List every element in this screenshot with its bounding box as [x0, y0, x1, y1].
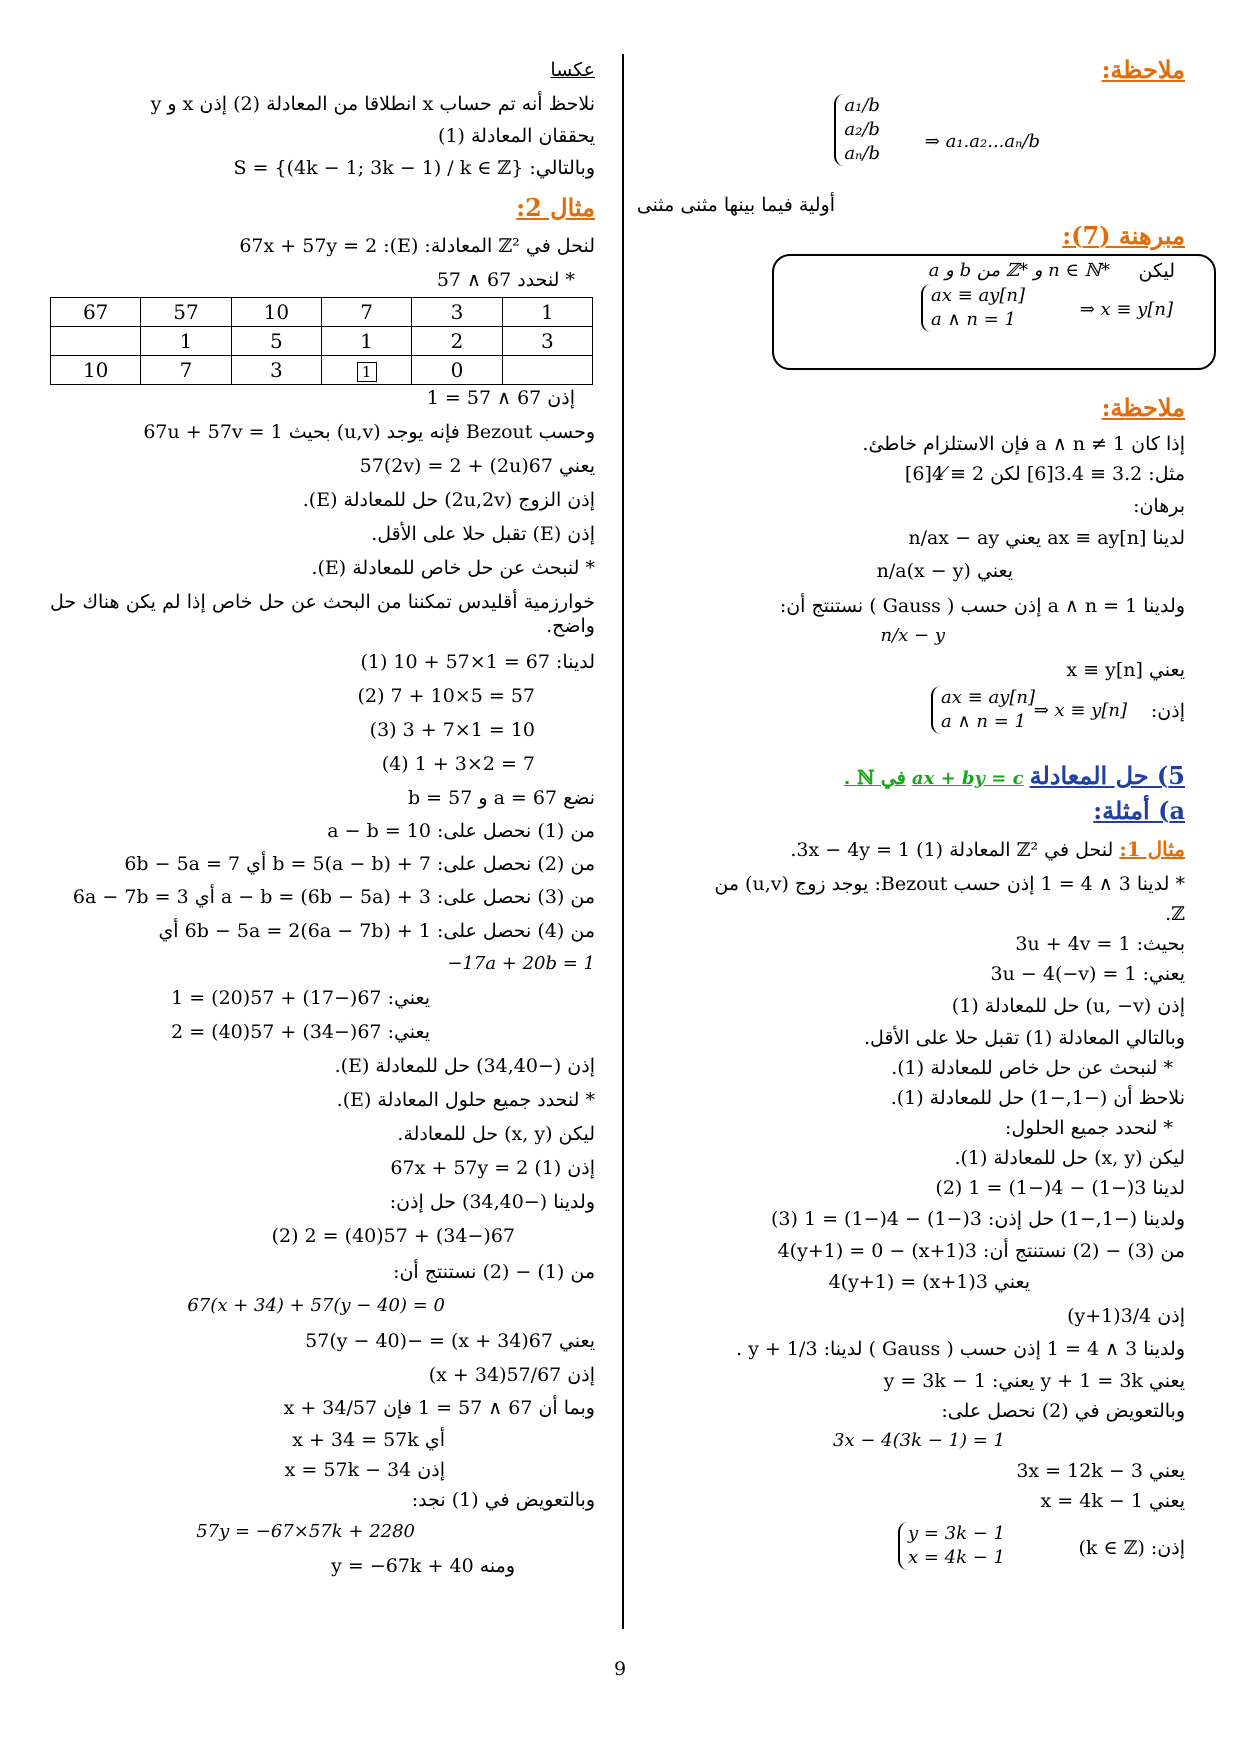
left-paragraph: خوارزمية أقليدس تمكننا من البحث عن حل خاص إذا لم يكن هناك حل واضح.: [50, 591, 595, 637]
section5-heading: [843, 761, 1185, 791]
left-line: 67(−34) + 57(40) = 2 (2): [271, 1225, 515, 1247]
ex1-sys: [898, 1522, 1005, 1570]
table-cell-boxed: [321, 356, 411, 385]
ex1-line: ℤ.: [1165, 903, 1185, 925]
left-line: يعني 67(2u) + 57(2v) = 2: [359, 455, 595, 477]
table-cell: 3: [502, 327, 592, 356]
table-row: [51, 356, 593, 385]
proof-line: يعني x ≡ y[n]: [1066, 659, 1185, 681]
section5-equation: ax + by = c: [911, 768, 1024, 789]
column-divider: [622, 54, 624, 1629]
ex1-line: ليكن (x, y) حل للمعادلة (1).: [954, 1147, 1185, 1169]
ex1-line: إذن 3/4(y+1): [1067, 1305, 1185, 1327]
left-line: −17a + 20b = 1: [447, 953, 595, 974]
ex1-sys-line: y = 3k − 1: [907, 1523, 1005, 1544]
left-line: إذن 57/67(x + 34): [428, 1364, 595, 1386]
ex1-line: 3x − 4(3k − 1) = 1: [833, 1430, 1005, 1451]
left-line: من (2) نحصل على: b = 5(a − b) + 7 أي 7 = 6b − 5a: [124, 853, 595, 875]
page-number: 9: [613, 1658, 627, 1680]
left-line: وبما أن 67 ∧ 57 = 1 فإن 57/x + 34: [283, 1397, 595, 1419]
proof-sys: [931, 686, 1035, 734]
left-line: لنحل في ℤ² المعادلة: (E): 67x + 57y = 2: [239, 235, 595, 257]
proof-line: n/x − y: [880, 625, 945, 646]
left-line: نلاحظ أنه تم حساب x انطلاقا من المعادلة (2) إذن x و y: [150, 93, 595, 115]
proof-then: إذن:: [1150, 700, 1185, 722]
left-line: 7 = 2×3 + 1 (4): [381, 753, 535, 775]
ex1-line: يعني: 3u − 4(−v) = 1: [990, 963, 1185, 985]
proof-sys-line: a ∧ n = 1: [941, 711, 1026, 732]
table-cell: 7: [141, 356, 231, 385]
note2-line: إذا كان a ∧ n ≠ 1 فإن الاستلزام خاطئ.: [862, 433, 1185, 455]
ex1-line: ولدينا (−1,−1) حل إذن: 3(−1) − 4(−1) = 1 (3): [770, 1208, 1185, 1230]
table-cell: [51, 327, 141, 356]
table-cell: 67: [51, 298, 141, 327]
left-line: يعني: 67(−34) + 57(40) = 2: [171, 1021, 430, 1043]
table-cell: 10: [51, 356, 141, 385]
left-line: 57 = 5×10 + 7 (2): [357, 685, 535, 707]
euclid-table: [50, 297, 593, 385]
left-line: إذن (E) تقبل حلا على الأقل.: [371, 523, 595, 545]
ex1-line: [790, 837, 1185, 862]
proof-sys-line: ax ≡ ay[n]: [941, 687, 1035, 708]
ex2-title: مثال 2:: [516, 193, 595, 222]
proof-label: برهان:: [1133, 495, 1185, 517]
sys1-line: a₁/b: [844, 95, 880, 116]
table-cell: 1: [321, 327, 411, 356]
left-line: وحسب Bezout فإنه يوجد (u,v) بحيث 67u + 57v = 1: [143, 421, 595, 443]
left-line: ومنه y = −67k + 40: [331, 1555, 515, 1577]
proof-line: يعني n/a(x − y): [876, 560, 1013, 582]
table-cell: 5: [231, 327, 321, 356]
ex1-line: * لدينا 3 ∧ 4 = 1 إذن حسب Bezout: يوجد زوج (u,v) من: [714, 873, 1185, 895]
ex1-line: * لنحدد جميع الحلول:: [1004, 1117, 1173, 1139]
ex1-line: لدينا 3(−1) − 4(−1) = 1 (2): [935, 1177, 1185, 1199]
table-row: [51, 298, 593, 327]
left-line: 57y = −67×57k + 2280: [196, 1521, 415, 1542]
left-line: * لنحدد 67 ∧ 57: [436, 269, 575, 291]
table-row: [51, 327, 593, 356]
ex1-line: وبالتالي المعادلة (1) تقبل حلا على الأقل.: [864, 1027, 1185, 1049]
left-line: إذن (−34,40) حل للمعادلة (E).: [334, 1055, 595, 1077]
table-cell: 0: [412, 356, 502, 385]
left-line: من (1) نحصل على: 10 = a − b: [327, 820, 595, 842]
left-line: 10 = 1×7 + 3 (3): [369, 719, 535, 741]
left-line: من (3) نحصل على: a − b = (6b − 5a) + 3 أي 3 = 6a − 7b: [72, 886, 595, 908]
left-line: من (1) − (2) نستنتج أن:: [393, 1261, 595, 1283]
theorem-vars: a و b من ℤ* و n ∈ ℕ*: [928, 260, 1110, 281]
ex1-line: نلاحظ أن (−1,−1) حل للمعادلة (1).: [890, 1087, 1185, 1109]
theorem-sys-line: a ∧ n = 1: [931, 309, 1016, 330]
table-cell: 57: [141, 298, 231, 327]
left-line: لدينا: 67 = 1×57 + 10 (1): [360, 651, 595, 673]
theorem-result: ⇒ x ≡ y[n]: [1079, 299, 1173, 320]
ex1-line: وبالتعويض في (2) نحصل على:: [941, 1400, 1185, 1422]
left-line: * لنبحث عن حل خاص للمعادلة (E).: [311, 557, 595, 579]
ex1-then: إذن: (k ∈ ℤ): [1078, 1537, 1185, 1559]
left-line: ليكن (x, y) حل للمعادلة.: [397, 1123, 595, 1145]
note2-example: مثل: 3.2 ≡ 3.4[6] لكن 2 ≢ 4[6]: [904, 463, 1185, 485]
left-line: يعني 67(x + 34) = −57(y − 40): [305, 1330, 595, 1352]
left-line: نضع a = 67 و b = 57: [407, 787, 595, 809]
section5-domain: في ℕ .: [843, 767, 906, 789]
left-line: ولدينا (−34,40) حل إذن:: [389, 1191, 595, 1213]
proof-result: ⇒ x ≡ y[n]: [1033, 700, 1127, 721]
coprime-note: أولية فيما بينها مثنى مثنى: [636, 194, 835, 216]
left-line: وبالتالي: S = {(4k − 1; 3k − 1) / k ∈ ℤ}: [233, 157, 595, 179]
theorem-let: ليكن: [1138, 260, 1175, 282]
sys1-line: a₂/b: [844, 119, 880, 140]
table-cell: 10: [231, 298, 321, 327]
table-cell: 7: [321, 298, 411, 327]
ex1-line: * لنبحث عن حل خاص للمعادلة (1).: [891, 1057, 1173, 1079]
table-cell: 1: [502, 298, 592, 327]
left-line: إذن 67x + 57y = 2 (1): [390, 1157, 595, 1179]
table-cell: 3: [231, 356, 321, 385]
left-line: وبالتعويض في (1) نجد:: [411, 1489, 595, 1511]
left-line: يعني: 67(−17) + 57(20) = 1: [171, 987, 430, 1009]
left-line: 67(x + 34) + 57(y − 40) = 0: [187, 1295, 445, 1316]
ex1-title: مثال 1:: [1119, 837, 1185, 861]
table-cell: 3: [412, 298, 502, 327]
note1-title: ملاحظة:: [1101, 55, 1185, 84]
proof-line: ولدينا a ∧ n = 1 إذن حسب ( Gauss ) نستنتج أن:: [779, 595, 1185, 617]
theorem-title: مبرهنة (7):: [1062, 221, 1185, 250]
ex1-text: لنحل في ℤ² المعادلة 3x − 4y = 1 (1).: [790, 839, 1114, 861]
ex1-line: يعني y + 1 = 3k يعني: y = 3k − 1: [883, 1370, 1185, 1392]
ex1-line: يعني 3x = 12k − 3: [1016, 1460, 1185, 1482]
left-line: أي x + 34 = 57k: [292, 1429, 445, 1451]
ex1-sys-line: x = 4k − 1: [907, 1547, 1005, 1568]
ex1-line: من (3) − (2) نستنتج أن: 3(x+1) − 4(y+1) = 0: [777, 1240, 1185, 1262]
ex1-line: يعني x = 4k − 1: [1040, 1490, 1185, 1512]
ex1-line: بحيث: 3u + 4v = 1: [1015, 933, 1185, 955]
theorem-sys-line: ax ≡ ay[n]: [931, 285, 1025, 306]
table-cell: [502, 356, 592, 385]
section-a-title: a) أمثلة:: [1093, 796, 1185, 825]
sys1-result: ⇒ a₁.a₂...aₙ/b: [924, 131, 1040, 152]
ex1-line: ولدينا 3 ∧ 4 = 1 إذن حسب ( Gauss ) لدينا: 3/y + 1 .: [736, 1338, 1185, 1360]
ex1-line: إذن (u, −v) حل للمعادلة (1): [951, 995, 1185, 1017]
left-line: إذن 67 ∧ 57 = 1: [426, 387, 575, 409]
left-line: إذن x = 57k − 34: [284, 1459, 445, 1481]
section5-title: 5) حل المعادلة: [1029, 761, 1185, 790]
sys1-line: aₙ/b: [844, 143, 880, 164]
boxed-remainder: 1: [357, 362, 377, 382]
left-line: عكسا: [550, 59, 595, 81]
left-line: إذن الزوج (2u,2v) حل للمعادلة (E).: [302, 489, 595, 511]
table-cell: 2: [412, 327, 502, 356]
note2-title: ملاحظة:: [1101, 393, 1185, 422]
left-line: يحققان المعادلة (1): [438, 125, 595, 147]
ex1-line: يعني 3(x+1) = 4(y+1): [828, 1271, 1030, 1293]
table-cell: 1: [141, 327, 231, 356]
proof-line: لدينا ax ≡ ay[n] يعني n/ax − ay: [908, 527, 1185, 549]
theorem-box: [772, 254, 1216, 370]
left-line: من (4) نحصل على: 6b − 5a = 2(6a − 7b) + 1 أي: [158, 920, 595, 942]
left-line: * لنحدد جميع حلول المعادلة (E).: [336, 1089, 595, 1111]
sys1: [834, 94, 880, 166]
